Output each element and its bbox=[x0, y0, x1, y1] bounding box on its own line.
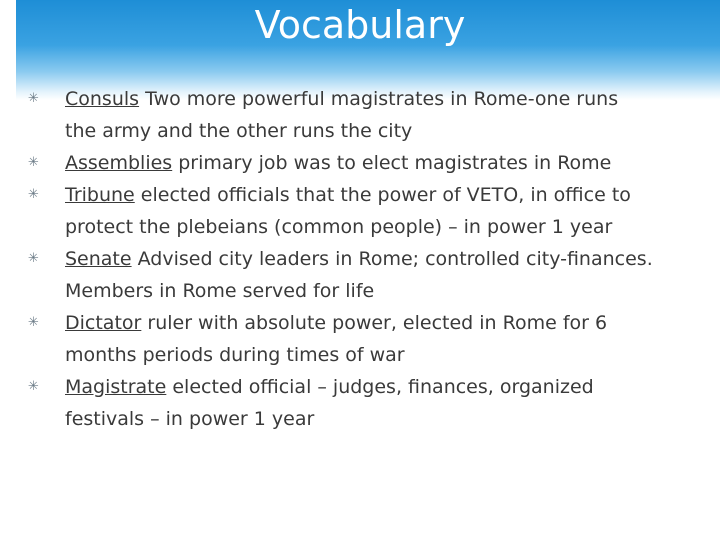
bullet-icon: ✳ bbox=[28, 187, 39, 202]
bullet-icon: ✳ bbox=[28, 379, 39, 394]
vocab-definition-continued: months periods during times of war bbox=[65, 344, 405, 366]
vocab-item-assemblies bbox=[28, 147, 704, 179]
vocab-definition: primary job was to elect magistrates in Rome bbox=[172, 152, 612, 174]
vocab-definition: ruler with absolute power, elected in Rome for 6 bbox=[141, 312, 608, 334]
item-line bbox=[65, 243, 704, 275]
vocab-definition: Advised city leaders in Rome; controlled city-finances. bbox=[131, 248, 653, 270]
vocab-item-senate bbox=[28, 243, 704, 307]
vocab-definition: Two more powerful magistrates in Rome-one runs bbox=[139, 88, 619, 110]
vocab-term: Magistrate bbox=[65, 376, 167, 398]
slide-title: Vocabulary bbox=[254, 3, 466, 47]
vocab-term: Tribune bbox=[65, 184, 135, 206]
bullet-icon: ✳ bbox=[28, 155, 39, 170]
item-line bbox=[65, 147, 704, 179]
vocab-definition-continued: protect the plebeians (common people) – in power 1 year bbox=[65, 216, 613, 238]
vocab-definition: elected official – judges, finances, organized bbox=[166, 376, 594, 398]
vocab-item-consuls bbox=[28, 83, 704, 147]
item-line bbox=[65, 179, 704, 211]
bullet-icon: ✳ bbox=[28, 315, 39, 330]
vocab-item-tribune bbox=[28, 179, 704, 243]
bullet-icon: ✳ bbox=[28, 91, 39, 106]
vocab-definition-continued: festivals – in power 1 year bbox=[65, 408, 315, 430]
item-line bbox=[65, 83, 704, 115]
vocab-definition: elected officials that the power of VETO, in office to bbox=[134, 184, 631, 206]
vocab-item-magistrate bbox=[28, 371, 704, 435]
vocab-term: Dictator bbox=[65, 312, 142, 334]
vocab-definition-continued: Members in Rome served for life bbox=[65, 280, 375, 302]
vocab-term: Assemblies bbox=[65, 152, 173, 174]
vocab-term: Senate bbox=[65, 248, 132, 270]
vocab-definition-continued: the army and the other runs the city bbox=[65, 120, 413, 142]
vocab-term: Consuls bbox=[65, 88, 140, 110]
bullet-icon: ✳ bbox=[28, 251, 39, 266]
vocab-item-dictator bbox=[28, 307, 704, 371]
vocabulary-list bbox=[28, 83, 704, 435]
item-line bbox=[65, 371, 704, 403]
item-line bbox=[65, 307, 704, 339]
